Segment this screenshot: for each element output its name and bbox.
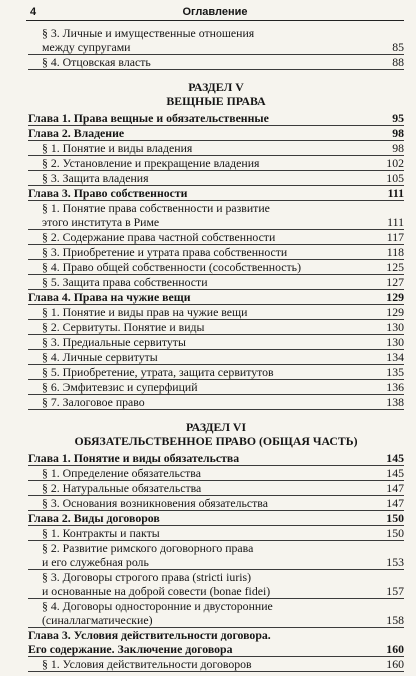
toc-paragraph xyxy=(28,305,404,320)
toc-entry-line: Глава 3. Условия действительности договора. xyxy=(28,628,271,642)
toc-page-number: 117 xyxy=(386,230,404,244)
toc-page-number: 134 xyxy=(386,350,404,364)
toc-page-number: 125 xyxy=(386,260,404,274)
toc-paragraph xyxy=(28,171,404,186)
toc-paragraph xyxy=(28,260,404,275)
toc-entry-title: Глава 2. Виды договоров xyxy=(28,511,160,525)
toc-entry-title: § 1. Контракты и пакты xyxy=(42,526,160,540)
page-title: Оглавление xyxy=(182,6,248,18)
section-label: РАЗДЕЛ V xyxy=(188,80,244,94)
toc-paragraph xyxy=(28,365,404,380)
toc-entry-title: и его служебная роль xyxy=(42,555,149,569)
toc-entry-line-2 xyxy=(42,40,404,54)
toc-paragraph xyxy=(28,599,404,628)
toc-paragraph xyxy=(28,275,404,290)
toc-entry-line: § 4. Договоры односторонние и двусторонние xyxy=(42,599,273,613)
toc-page-number: 160 xyxy=(386,642,404,656)
toc-paragraph xyxy=(28,395,404,410)
toc-page-number: 129 xyxy=(386,290,404,304)
toc-entry-title: § 1. Понятие и виды прав на чужие вещи xyxy=(42,305,248,319)
toc-page-number: 102 xyxy=(386,156,404,170)
toc-entry-title: Его содержание. Заключение договора xyxy=(28,642,233,656)
toc-page-number: 130 xyxy=(386,320,404,334)
toc-entry-title: § 3. Предиальные сервитуты xyxy=(42,335,186,349)
toc-entry-title: § 1. Определение обязательства xyxy=(42,466,201,480)
toc-entry-title: между супругами xyxy=(42,40,131,54)
toc-entry-line: § 2. Развитие римского договорного права xyxy=(42,541,254,555)
page-number: 4 xyxy=(30,6,37,18)
section-heading xyxy=(28,80,404,108)
toc-paragraph xyxy=(28,570,404,599)
toc-entry-title: § 2. Натуральные обязательства xyxy=(42,481,202,495)
toc-page-number: 136 xyxy=(386,380,404,394)
toc-entry-title: § 1. Понятие и виды владения xyxy=(42,141,193,155)
toc-entry-title: § 3. Основания возникновения обязательства xyxy=(42,496,268,510)
toc-entry-title: § 4. Личные сервитуты xyxy=(42,350,158,364)
toc-entry-title: § 1. Условия действительности договоров xyxy=(42,657,252,671)
toc-entry-title: § 3. Защита владения xyxy=(42,171,149,185)
toc-page-number: 147 xyxy=(386,481,404,495)
toc-entry-title: Глава 4. Права на чужие вещи xyxy=(28,290,191,304)
section-label: РАЗДЕЛ VI xyxy=(185,420,247,434)
toc-paragraph xyxy=(28,245,404,260)
toc-entry-line-2 xyxy=(42,613,404,627)
section-heading xyxy=(28,420,404,448)
toc-page-number: 138 xyxy=(386,395,404,409)
toc-page-number: 118 xyxy=(386,245,404,259)
toc-entry-line-2 xyxy=(28,642,404,656)
toc-entry-line: § 1. Понятие права собственности и развитие xyxy=(42,201,270,215)
toc-page-number: 88 xyxy=(392,55,404,69)
toc-entry-title: § 4. Право общей собственности (сособственность) xyxy=(42,260,301,274)
toc-entry-line: § 3. Договоры строгого права (stricti iuris) xyxy=(42,570,252,584)
toc-paragraph xyxy=(28,156,404,171)
toc-entry-line-2 xyxy=(42,584,404,598)
toc-paragraph xyxy=(28,657,404,672)
toc-entry-title: § 5. Приобретение, утрата, защита сервитутов xyxy=(42,365,274,379)
toc-entry-title: § 5. Защита права собственности xyxy=(42,275,208,289)
toc-page-number: 153 xyxy=(386,555,404,569)
toc-entry-line-2 xyxy=(42,555,404,569)
toc-chapter xyxy=(28,290,404,305)
toc-page-number: 145 xyxy=(386,451,404,465)
toc-chapter xyxy=(28,451,404,466)
toc-page-number: 85 xyxy=(392,40,404,54)
toc-page-number: 150 xyxy=(386,511,404,525)
toc-page-number: 145 xyxy=(386,466,404,480)
toc-paragraph xyxy=(28,230,404,245)
toc-paragraph xyxy=(28,380,404,395)
toc-chapter xyxy=(28,126,404,141)
toc-entry-title: § 2. Сервитуты. Понятие и виды xyxy=(42,320,205,334)
table-of-contents xyxy=(28,26,404,672)
toc-paragraph xyxy=(28,350,404,365)
toc-entry-title: § 3. Приобретение и утрата права собственности xyxy=(42,245,288,259)
toc-page-number: 158 xyxy=(386,613,404,627)
toc-page-number: 130 xyxy=(386,335,404,349)
toc-entry-title: и основанные на доброй совести (bonae fidei) xyxy=(42,584,271,598)
toc-page-number: 111 xyxy=(387,186,404,200)
toc-page-number: 135 xyxy=(386,365,404,379)
toc-entry-title: § 2. Содержание права частной собственности xyxy=(42,230,276,244)
toc-entry-line-2 xyxy=(42,215,404,229)
running-header xyxy=(26,6,404,21)
toc-entry-title: (синаллагматические) xyxy=(42,613,153,627)
toc-page-number: 105 xyxy=(386,171,404,185)
toc-entry-title: Глава 1. Права вещные и обязательственные xyxy=(28,111,269,125)
toc-paragraph xyxy=(28,526,404,541)
toc-page-number: 157 xyxy=(386,584,404,598)
toc-paragraph xyxy=(28,55,404,70)
toc-paragraph xyxy=(28,335,404,350)
toc-entry-title: этого института в Риме xyxy=(42,215,160,229)
toc-paragraph xyxy=(28,26,404,55)
toc-entry-title: § 2. Установление и прекращение владения xyxy=(42,156,260,170)
toc-page-number: 95 xyxy=(392,111,404,125)
toc-entry-line: § 3. Личные и имущественные отношения xyxy=(42,26,255,40)
toc-paragraph xyxy=(28,201,404,230)
toc-page-number: 160 xyxy=(386,657,404,671)
toc-paragraph xyxy=(28,141,404,156)
toc-paragraph xyxy=(28,496,404,511)
section-title: ВЕЩНЫЕ ПРАВА xyxy=(166,94,266,108)
toc-paragraph xyxy=(28,541,404,570)
toc-page-number: 147 xyxy=(386,496,404,510)
toc-entry-title: Глава 3. Право собственности xyxy=(28,186,188,200)
toc-page-number: 129 xyxy=(386,305,404,319)
toc-chapter xyxy=(28,186,404,201)
toc-page-number: 98 xyxy=(392,141,404,155)
toc-chapter xyxy=(28,511,404,526)
toc-page-number: 98 xyxy=(392,126,404,140)
toc-entry-title: Глава 2. Владение xyxy=(28,126,125,140)
toc-entry-title: § 4. Отцовская власть xyxy=(42,55,151,69)
toc-entry-title: Глава 1. Понятие и виды обязательства xyxy=(28,451,240,465)
toc-entry-title: § 7. Залоговое право xyxy=(42,395,145,409)
toc-page-number: 150 xyxy=(386,526,404,540)
toc-paragraph xyxy=(28,481,404,496)
toc-page-number: 111 xyxy=(387,215,404,229)
toc-paragraph xyxy=(28,466,404,481)
toc-page-number: 127 xyxy=(386,275,404,289)
toc-chapter xyxy=(28,111,404,126)
section-title: ОБЯЗАТЕЛЬСТВЕННОЕ ПРАВО (ОБЩАЯ ЧАСТЬ) xyxy=(74,434,358,448)
toc-paragraph xyxy=(28,320,404,335)
toc-entry-title: § 6. Эмфитевзис и суперфиций xyxy=(42,380,198,394)
toc-chapter xyxy=(28,628,404,657)
